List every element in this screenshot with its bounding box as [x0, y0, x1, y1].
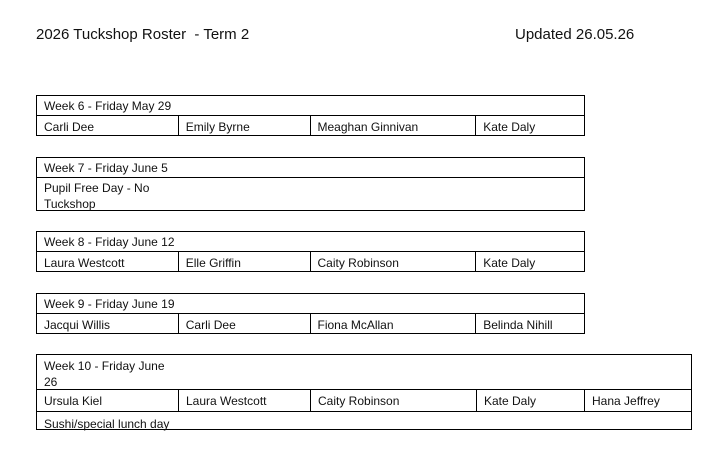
volunteer-cell: Belinda Nihill: [483, 318, 553, 332]
week-note: Sushi/special lunch day: [44, 417, 170, 431]
volunteer-cell: Kate Daly: [483, 256, 536, 270]
page-title: 2026 Tuckshop Roster - Term 2: [36, 26, 250, 43]
volunteer-cell: Fiona McAllan: [311, 314, 477, 334]
week-6-table: [36, 95, 585, 136]
week-heading: Week 6 - Friday May 29: [37, 96, 584, 116]
volunteer-row: [37, 314, 584, 334]
volunteer-cell: Kate Daly: [483, 120, 536, 134]
week-9-table: [36, 293, 585, 334]
volunteer-cell: Carli Dee: [37, 116, 179, 136]
week-8-table: [36, 231, 585, 272]
week-7-table: [36, 157, 585, 211]
volunteer-cell: Laura Westcott: [37, 252, 179, 272]
volunteer-cell: Carli Dee: [179, 314, 311, 334]
week-10-table: [36, 354, 692, 430]
week-heading-wrap: [37, 355, 691, 390]
volunteer-cell: Caity Robinson: [311, 252, 477, 272]
volunteer-cell: Kate Daly: [477, 390, 585, 411]
volunteer-cell: Jacqui Willis: [37, 314, 179, 334]
volunteer-cell: Caity Robinson: [311, 390, 477, 411]
volunteer-cell: Laura Westcott: [179, 390, 311, 411]
week-heading: Week 8 - Friday June 12: [37, 232, 584, 252]
volunteer-cell: Elle Griffin: [179, 252, 311, 272]
volunteer-row: [37, 252, 584, 272]
updated-date: Updated 26.05.26: [515, 26, 635, 43]
volunteer-row: [37, 390, 691, 412]
week-heading: Week 9 - Friday June 19: [37, 294, 584, 314]
volunteer-cell: Hana Jeffrey: [592, 394, 660, 408]
week-heading: Week 10 - Friday June 26: [44, 359, 165, 389]
week-note: Pupil Free Day - No Tuckshop: [44, 181, 150, 211]
week-heading: Week 7 - Friday June 5: [37, 158, 584, 178]
volunteer-cell: Ursula Kiel: [37, 390, 179, 411]
volunteer-cell: Meaghan Ginnivan: [311, 116, 477, 136]
volunteer-cell: Emily Byrne: [179, 116, 311, 136]
volunteer-row: [37, 116, 584, 136]
